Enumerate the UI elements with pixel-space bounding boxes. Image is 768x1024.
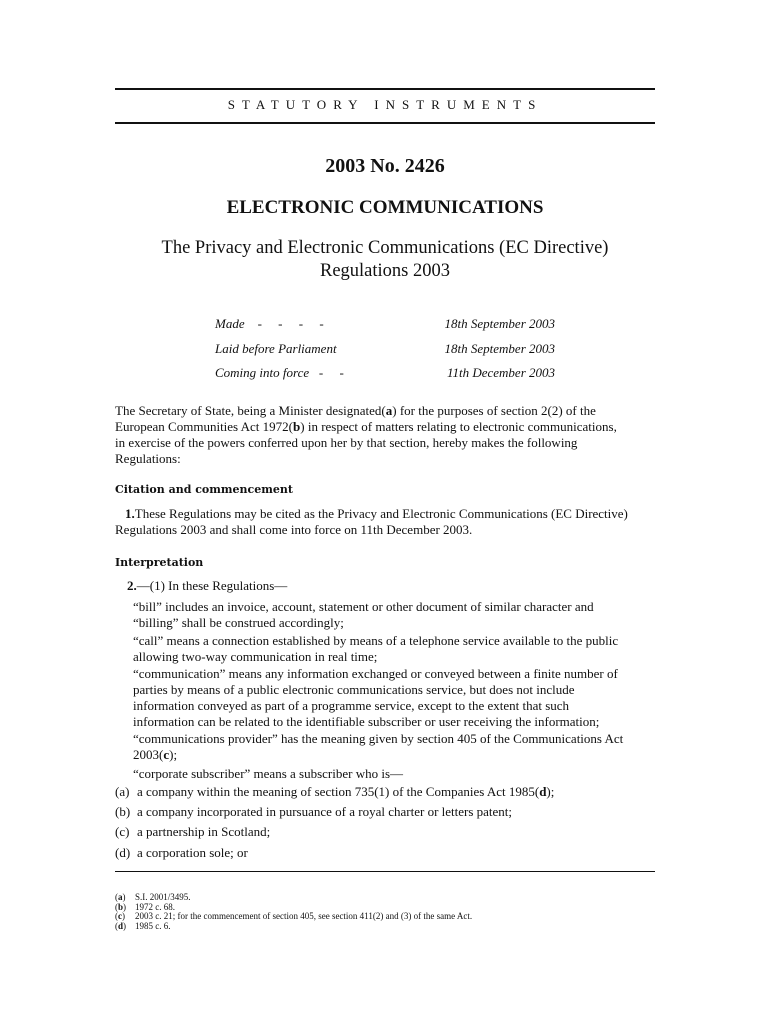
footnote: (c) 2003 c. 21; for the commencement of section 405, see section 411(2) and (3) of the same Act. — [115, 911, 473, 921]
preamble-line: Regulations: — [115, 451, 181, 467]
footnote-ref-b: b — [293, 419, 301, 435]
regulation-number: 1. — [125, 506, 135, 521]
definition-corporate-subscriber: “corporate subscriber” means a subscriber who is— — [133, 766, 404, 781]
citation-line: Regulations 2003 and shall come into force on 11th December 2003. — [115, 522, 473, 538]
date-value: 11th December 2003 — [446, 365, 555, 380]
footnote-ref-c: c — [163, 747, 170, 762]
subject-heading: ELECTRONIC COMMUNICATIONS — [226, 197, 544, 218]
regulation-number: 2. — [127, 578, 137, 593]
series-title: STATUTORY INSTRUMENTS — [227, 97, 543, 112]
interpretation-heading: Interpretation — [115, 556, 204, 569]
definition-communication: “communication” means any information exchanged or conveyed between a finite number of parties by means of a public electronic communications service, but does not include information conveyed as part of a programme service, except to the extent that such information can be related to the identifiable subscriber or user receiving the information; — [133, 666, 618, 729]
dates-table — [215, 316, 560, 390]
date-label: Coming into force - - — [215, 365, 344, 380]
preamble — [115, 403, 653, 467]
definition-bill: “bill” includes an invoice, account, statement or other document of similar character and “billing” shall be construed accordingly; — [133, 599, 594, 630]
footnote: (b) 1972 c. 68. — [115, 901, 175, 912]
footnote-ref-d: d — [539, 784, 547, 799]
date-row-laid — [215, 341, 560, 366]
preamble-line: in exercise of the powers conferred upon her by that section, hereby makes the following — [115, 435, 578, 451]
regulation-title — [115, 237, 655, 283]
footnotes — [115, 893, 655, 931]
date-row-coming-into-force — [215, 365, 560, 390]
footnote-rule — [115, 871, 655, 872]
citation-heading: Citation and commencement — [115, 483, 293, 496]
preamble-line: European Communities Act 1972(b) in respect of matters relating to electronic communications, — [115, 419, 617, 435]
title-line-1: The Privacy and Electronic Communications (EC Directive) — [161, 238, 609, 258]
date-value: 18th September 2003 — [444, 340, 555, 356]
title-line-2: Regulations 2003 — [319, 261, 450, 281]
date-label: Made - - - - — [215, 316, 324, 331]
top-rule — [115, 88, 655, 90]
interpretation-intro: 2.—(1) In these Regulations— — [127, 578, 288, 593]
definition-call: “call” means a connection established by means of a telephone service available to the public allowing two-way communication in real time; — [133, 633, 619, 664]
footnote: (d) 1985 c. 6. — [115, 920, 171, 931]
footnote-ref-a: a — [385, 403, 393, 418]
date-value: 18th September 2003 — [444, 316, 555, 331]
footnote: (a) S.I. 2001/3495. — [115, 892, 191, 902]
citation-line: 1.These Regulations may be cited as the Privacy and Electronic Communications (EC Directive) — [125, 506, 628, 521]
instrument-number: 2003 No. 2426 — [325, 155, 445, 177]
date-row-made — [215, 316, 560, 341]
definition-communications-provider: “communications provider” has the meaning given by section 405 of the Communications Act 2003(c); — [133, 731, 624, 762]
series-rule — [115, 122, 655, 124]
preamble-line: The Secretary of State, being a Minister designated(a) for the purposes of section 2(2) of the — [115, 403, 596, 418]
date-label: Laid before Parliament — [215, 340, 337, 356]
citation-paragraph — [115, 506, 653, 538]
